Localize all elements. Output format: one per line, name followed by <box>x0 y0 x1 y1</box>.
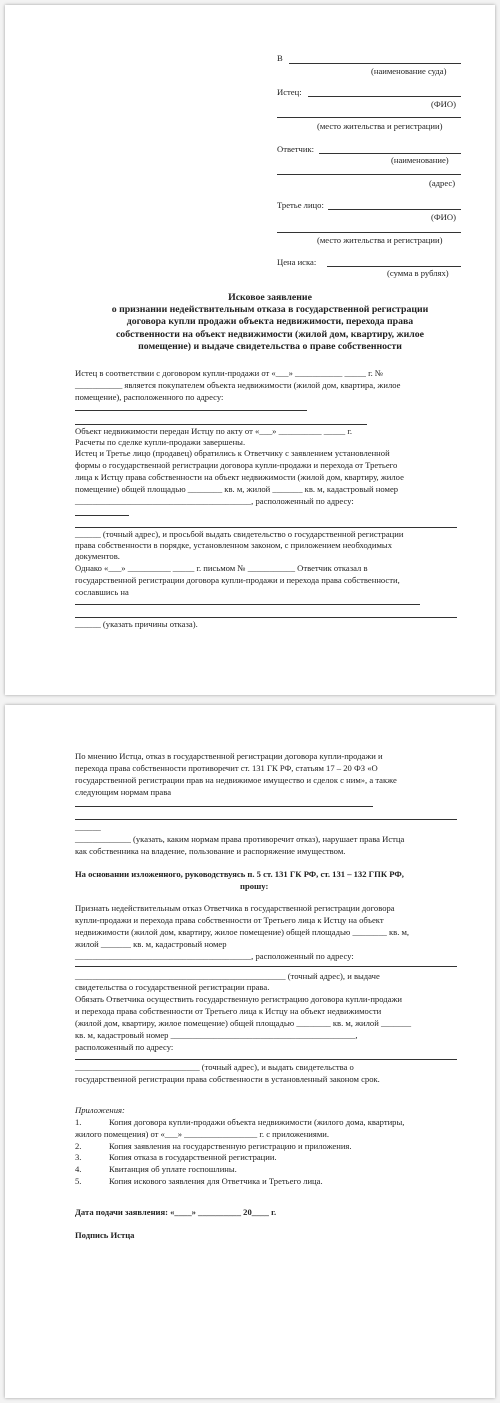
attachment-item: Копия заявления на государственную регистрацию и приложения. <box>109 1141 352 1151</box>
blank-line <box>75 604 420 605</box>
title-line: о признании недействительным отказа в государственной регистрации <box>111 304 429 316</box>
p2-text: государственной регистрации прав на недвижимое имущество и сделок с ним», а также <box>75 775 397 785</box>
third-party-line <box>328 209 461 210</box>
attachment-item: Копия договора купли-продажи объекта недвижимости (жилого дома, квартиры, <box>109 1117 405 1127</box>
document-page-1 <box>5 5 495 695</box>
p2-text: жилой _______ кв. м, кадастровый номер <box>75 939 227 949</box>
p1-text: ______ (точный адрес), и просьбой выдать свидетельство о государственной регистрации <box>75 529 404 539</box>
blank-line <box>75 617 457 618</box>
defendant-addr-hint: (адрес) <box>429 178 456 188</box>
p1-text: Однако «___» __________ _____ г. письмом № ___________ Ответчик отказал в <box>75 563 368 573</box>
p2-text: Признать недействительным отказ Ответчика в государственной регистрации договора <box>75 903 395 913</box>
p1-text: помещение), расположенного по адресу: <box>75 392 224 402</box>
court-line <box>289 63 461 64</box>
p2-text: _________________________________________________ (точный адрес), и выдаче <box>75 971 380 981</box>
p2-text: кв. м, кадастровый номер ___________________________________________, <box>75 1030 358 1040</box>
p1-text: Расчеты по сделке купли-продажи завершены. <box>75 437 246 447</box>
plaintiff-label: Истец: <box>277 87 302 97</box>
attachment-item: Копия отказа в государственной регистрации. <box>109 1152 277 1162</box>
attachment-item: Копия искового заявления для Ответчика и Третьего лица. <box>109 1176 323 1186</box>
p2-text: перехода права собственности противоречит ст. 131 ГК РФ, статьям 17 – 20 ФЗ «О <box>75 763 378 773</box>
p1-text: Истец в соответствии с договором купли-продажи от «___» ___________ _____ г. № <box>75 368 384 378</box>
price-label: Цена иска: <box>277 257 317 267</box>
plaintiff-signature: Подпись Истца <box>75 1230 135 1240</box>
attachment-item: Квитанция об уплате госпошлины. <box>109 1164 237 1174</box>
p2-text: _____________________________ (точный адрес), и выдать свидетельства о <box>75 1062 354 1072</box>
p1-text: государственной регистрации договора купли-продажи и перехода права собственности, <box>75 575 400 585</box>
p2-text: _________________________________________, расположенный по адресу: <box>75 951 354 961</box>
plaintiff-hint: (ФИО) <box>431 99 456 109</box>
attachment-number: 1. <box>75 1117 82 1127</box>
blank-line <box>75 819 457 820</box>
defendant-line <box>319 153 461 154</box>
court-prefix: В <box>277 53 283 63</box>
plaintiff-addr-hint: (место жительства и регистрации) <box>317 121 443 131</box>
p1-text: Истец и Третье лицо (продавец) обратились к Ответчику с заявлением установленной <box>75 448 390 458</box>
p1-text: сославшись на <box>75 587 129 597</box>
title-line: помещение) и выдаче свидетельства о праве собственности <box>138 340 402 352</box>
p2-text: купли-продажи и перехода права собственности от Третьего лица к Истцу на объект <box>75 915 384 925</box>
attachment-number: 3. <box>75 1152 82 1162</box>
p1-text: права собственности в порядке, установленном законом, с приложением необходимых <box>75 540 392 550</box>
p2-text: как собственника на владение, пользование и распоряжение имуществом. <box>75 846 346 856</box>
basis-line: На основании изложенного, руководствуясь п. 5 ст. 131 ГК РФ, ст. 131 – 132 ГПК РФ, <box>75 869 404 879</box>
p1-text: лица к Истцу права собственности на объект недвижимости (жилой дом, квартиру, жилое <box>75 472 404 482</box>
blank-line <box>75 806 373 807</box>
p2-text: По мнению Истца, отказ в государственной регистрации договора купли-продажи и <box>75 751 383 761</box>
p1-text: _________________________________________, расположенный по адресу: <box>75 496 354 506</box>
title-line: договора купли продажи объекта недвижимости, перехода права <box>126 316 414 328</box>
request-word: прошу: <box>240 881 269 891</box>
price-line <box>327 266 461 267</box>
claim-title <box>65 292 475 353</box>
blank-line <box>75 515 129 516</box>
third-party-hint: (ФИО) <box>431 212 456 222</box>
p2-text: и перехода права собственности от Третьего лица к Истцу на объект недвижимости <box>75 1006 382 1016</box>
defendant-addr-line <box>277 174 461 175</box>
defendant-label: Ответчик: <box>277 144 315 154</box>
p1-text: формы о государственной регистрации договора купли-продажи и перехода от Третьего <box>75 460 398 470</box>
p2-text: свидетельства о государственной регистрации права. <box>75 982 270 992</box>
title-line: собственности на объект недвижимости (жилой дом, квартиру, жилое <box>115 328 425 340</box>
p2-text: Обязать Ответчика осуществить государственную регистрацию договора купли-продажи <box>75 994 403 1004</box>
p2-text: ______ <box>75 822 101 832</box>
blank-line <box>75 966 457 967</box>
plaintiff-addr-line <box>277 117 461 118</box>
blank-line <box>75 424 367 425</box>
p1-text: помещение) общей площадью ________ кв. м, жилой _______ кв. м, кадастровый номер <box>75 484 399 494</box>
p1-text: документов. <box>75 551 120 561</box>
p1-text: Объект недвижимости передан Истцу по акту от «___» __________ _____ г. <box>75 426 353 436</box>
third-party-label: Третье лицо: <box>277 200 324 210</box>
defendant-hint: (наименование) <box>391 155 449 165</box>
p2-text: (жилой дом, квартиру, жилое помещение) общей площадью ________ кв. м, жилой _______ <box>75 1018 412 1028</box>
blank-line <box>75 1059 457 1060</box>
filing-date: Дата подачи заявления: «____» __________ 20____ г. <box>75 1207 277 1217</box>
attachment-number: 2. <box>75 1141 82 1151</box>
attachment-number: 5. <box>75 1176 82 1186</box>
blank-line <box>75 410 307 411</box>
attachments-title: Приложения: <box>75 1105 125 1115</box>
attachment-item: жилого помещения) от «___» _________________ г. с приложениями. <box>75 1129 330 1139</box>
blank-line <box>75 527 457 528</box>
court-hint: (наименование суда) <box>371 66 447 76</box>
p2-text: следующим нормам права <box>75 787 172 797</box>
p2-text: _____________ (указать, каким нормам права противоречит отказ), нарушает права Истца <box>75 834 405 844</box>
price-hint: (сумма в рублях) <box>387 268 449 278</box>
attachment-number: 4. <box>75 1164 82 1174</box>
p2-text: недвижимости (жилой дом, квартиру, жилое помещение) общей площадью ________ кв. м, <box>75 927 410 937</box>
plaintiff-line <box>308 96 461 97</box>
title-line: Исковое заявление <box>228 292 312 303</box>
document-page-2 <box>5 705 495 1398</box>
third-party-addr-line <box>277 232 461 233</box>
third-party-addr-hint: (место жительства и регистрации) <box>317 235 443 245</box>
p1-text: ______ (указать причины отказа). <box>75 619 198 629</box>
p2-text: государственной регистрации права собственности в установленный законом срок. <box>75 1074 380 1084</box>
p1-text: ___________ является покупателем объекта недвижимости (жилой дом, квартира, жилое <box>75 380 401 390</box>
p2-text: расположенный по адресу: <box>75 1042 174 1052</box>
